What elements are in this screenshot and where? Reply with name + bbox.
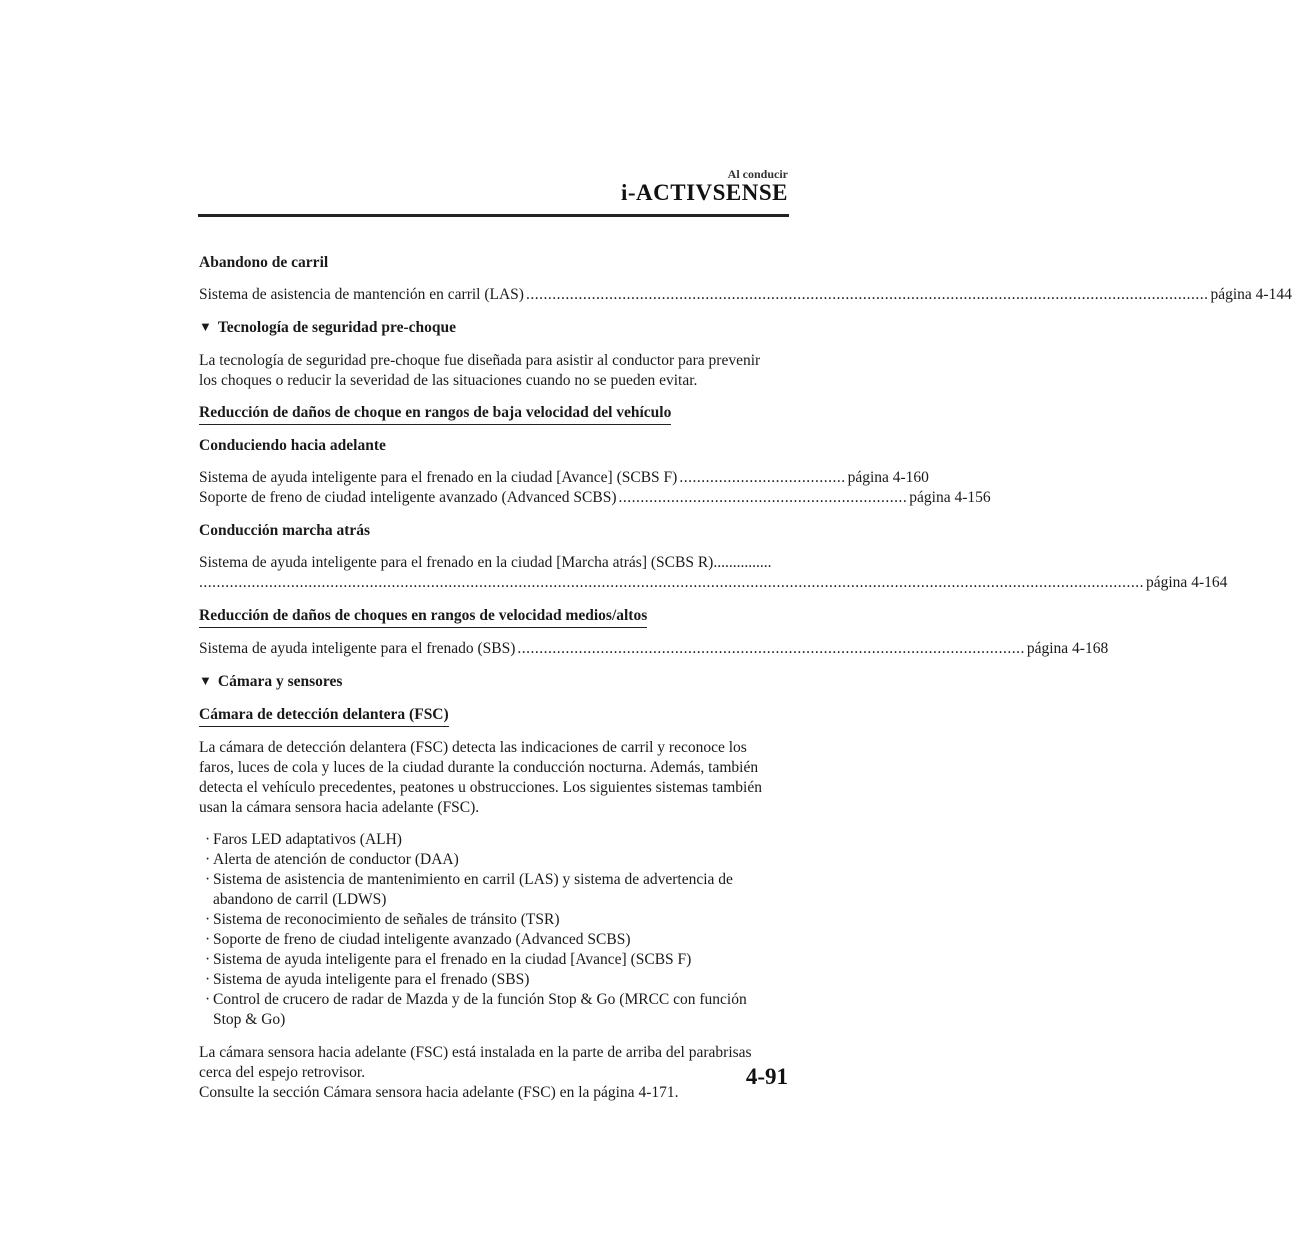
ref-page: página 4-160 bbox=[847, 469, 929, 486]
ref-text: Sistema de asistencia de mantención en carril (LAS) bbox=[199, 286, 524, 303]
ref-page: página 4-168 bbox=[1026, 640, 1109, 657]
lane-heading: Abandono de carril bbox=[199, 254, 329, 271]
las-reference bbox=[199, 285, 1292, 305]
camera-heading-text: Cámara y sensores bbox=[217, 673, 343, 690]
list-item: · Soporte de freno de ciudad inteligente avanzado (Advanced SCBS) bbox=[205, 931, 631, 948]
forward-heading: Conduciendo hacia adelante bbox=[199, 437, 386, 454]
sbs-reference bbox=[199, 639, 1109, 659]
scbs-r-reference bbox=[199, 573, 1228, 593]
precrash-heading-text: Tecnología de seguridad pre-choque bbox=[217, 319, 456, 336]
page-number: 4-91 bbox=[745, 1064, 788, 1089]
mid-speed-heading: Reducción de daños de choques en rangos de velocidad medios/altos bbox=[199, 606, 647, 628]
bullet-dot-icon: · bbox=[205, 931, 211, 948]
list-item: · Control de crucero de radar de Mazda y de la función Stop & Go (MRCC con función bbox=[205, 991, 747, 1008]
ref-text: Soporte de freno de ciudad inteligente avanzado (Advanced SCBS) bbox=[199, 489, 617, 506]
bullet-dot-icon: · bbox=[205, 851, 211, 868]
ref-page: página 4-164 bbox=[1146, 574, 1228, 591]
list-item-continuation: abandono de carril (LDWS) bbox=[213, 891, 387, 908]
leader-dots: ........................................................................................................................................................................................................................ bbox=[199, 574, 1144, 591]
leader-dots: ...................................... bbox=[679, 469, 846, 486]
leader-dots: ............................................................................................................................................................ bbox=[525, 286, 1209, 303]
triangle-marker-icon: ▼ bbox=[199, 673, 212, 688]
fsc-text-line: detecta el vehículo precedentes, peatones u obstrucciones. Los siguientes sistemas también bbox=[199, 779, 762, 796]
precrash-section-heading bbox=[199, 318, 789, 338]
fsc-text-line: usan la cámara sensora hacia adelante (FSC). bbox=[199, 799, 480, 816]
scbs-r-reference-line: Sistema de ayuda inteligente para el frenado en la ciudad [Marcha atrás] (SCBS R)............... bbox=[199, 554, 772, 571]
low-speed-heading: Reducción de daños de choque en rangos de baja velocidad del vehículo bbox=[199, 403, 671, 425]
fsc-text-line: faros, luces de cola y luces de la ciudad durante la conducción nocturna. Además, también bbox=[199, 759, 759, 776]
list-item-continuation: Stop & Go) bbox=[213, 1011, 286, 1028]
final-text-line: cerca del espejo retrovisor. bbox=[199, 1064, 366, 1081]
leader-dots: .................................................................................................................... bbox=[517, 640, 1025, 657]
reverse-heading: Conducción marcha atrás bbox=[199, 522, 371, 539]
precrash-text-line: La tecnología de seguridad pre-choque fue diseñada para asistir al conductor para prevenir bbox=[199, 352, 761, 369]
list-item: · Faros LED adaptativos (ALH) bbox=[205, 831, 402, 848]
final-text-line: La cámara sensora hacia adelante (FSC) está instalada en la parte de arriba del parabrisas bbox=[199, 1044, 752, 1061]
bullet-dot-icon: · bbox=[205, 951, 211, 968]
ref-page: página 4-144 bbox=[1210, 286, 1292, 303]
list-item: · Alerta de atención de conductor (DAA) bbox=[205, 851, 459, 868]
list-item: · Sistema de asistencia de mantenimiento en carril (LAS) y sistema de advertencia de bbox=[205, 871, 733, 888]
bullet-dot-icon: · bbox=[205, 971, 211, 988]
bullet-dot-icon: · bbox=[205, 871, 211, 888]
list-item: · Sistema de reconocimiento de señales de tránsito (TSR) bbox=[205, 911, 560, 928]
ref-text: Sistema de ayuda inteligente para el frenado en la ciudad [Avance] (SCBS F) bbox=[199, 469, 678, 486]
precrash-text-line: los choques o reducir la severidad de las situaciones cuando no se pueden evitar. bbox=[199, 372, 698, 389]
page-content bbox=[199, 253, 1292, 1103]
ref-page: página 4-156 bbox=[909, 489, 991, 506]
triangle-marker-icon: ▼ bbox=[199, 319, 212, 334]
bullet-dot-icon: · bbox=[205, 831, 211, 848]
advanced-scbs-reference bbox=[199, 488, 991, 508]
ref-text: Sistema de ayuda inteligente para el frenado (SBS) bbox=[199, 640, 516, 657]
fsc-heading: Cámara de detección delantera (FSC) bbox=[199, 705, 449, 727]
section-title: i-ACTIVSENSE bbox=[620, 180, 788, 205]
fsc-systems-list bbox=[199, 830, 789, 1030]
list-item: · Sistema de ayuda inteligente para el frenado (SBS) bbox=[205, 971, 530, 988]
bullet-dot-icon: · bbox=[205, 911, 211, 928]
scbs-f-reference bbox=[199, 468, 929, 488]
fsc-text-line: La cámara de detección delantera (FSC) detecta las indicaciones de carril y reconoce los bbox=[199, 739, 747, 756]
chapter-label: Al conducir bbox=[727, 167, 788, 181]
camera-section-heading bbox=[199, 672, 789, 692]
list-item: · Sistema de ayuda inteligente para el frenado en la ciudad [Avance] (SCBS F) bbox=[205, 951, 692, 968]
header-rule bbox=[198, 214, 789, 217]
bullet-dot-icon: · bbox=[205, 991, 211, 1008]
final-text-line: Consulte la sección Cámara sensora hacia adelante (FSC) en la página 4-171. bbox=[199, 1084, 679, 1101]
leader-dots: .................................................................. bbox=[618, 489, 908, 506]
